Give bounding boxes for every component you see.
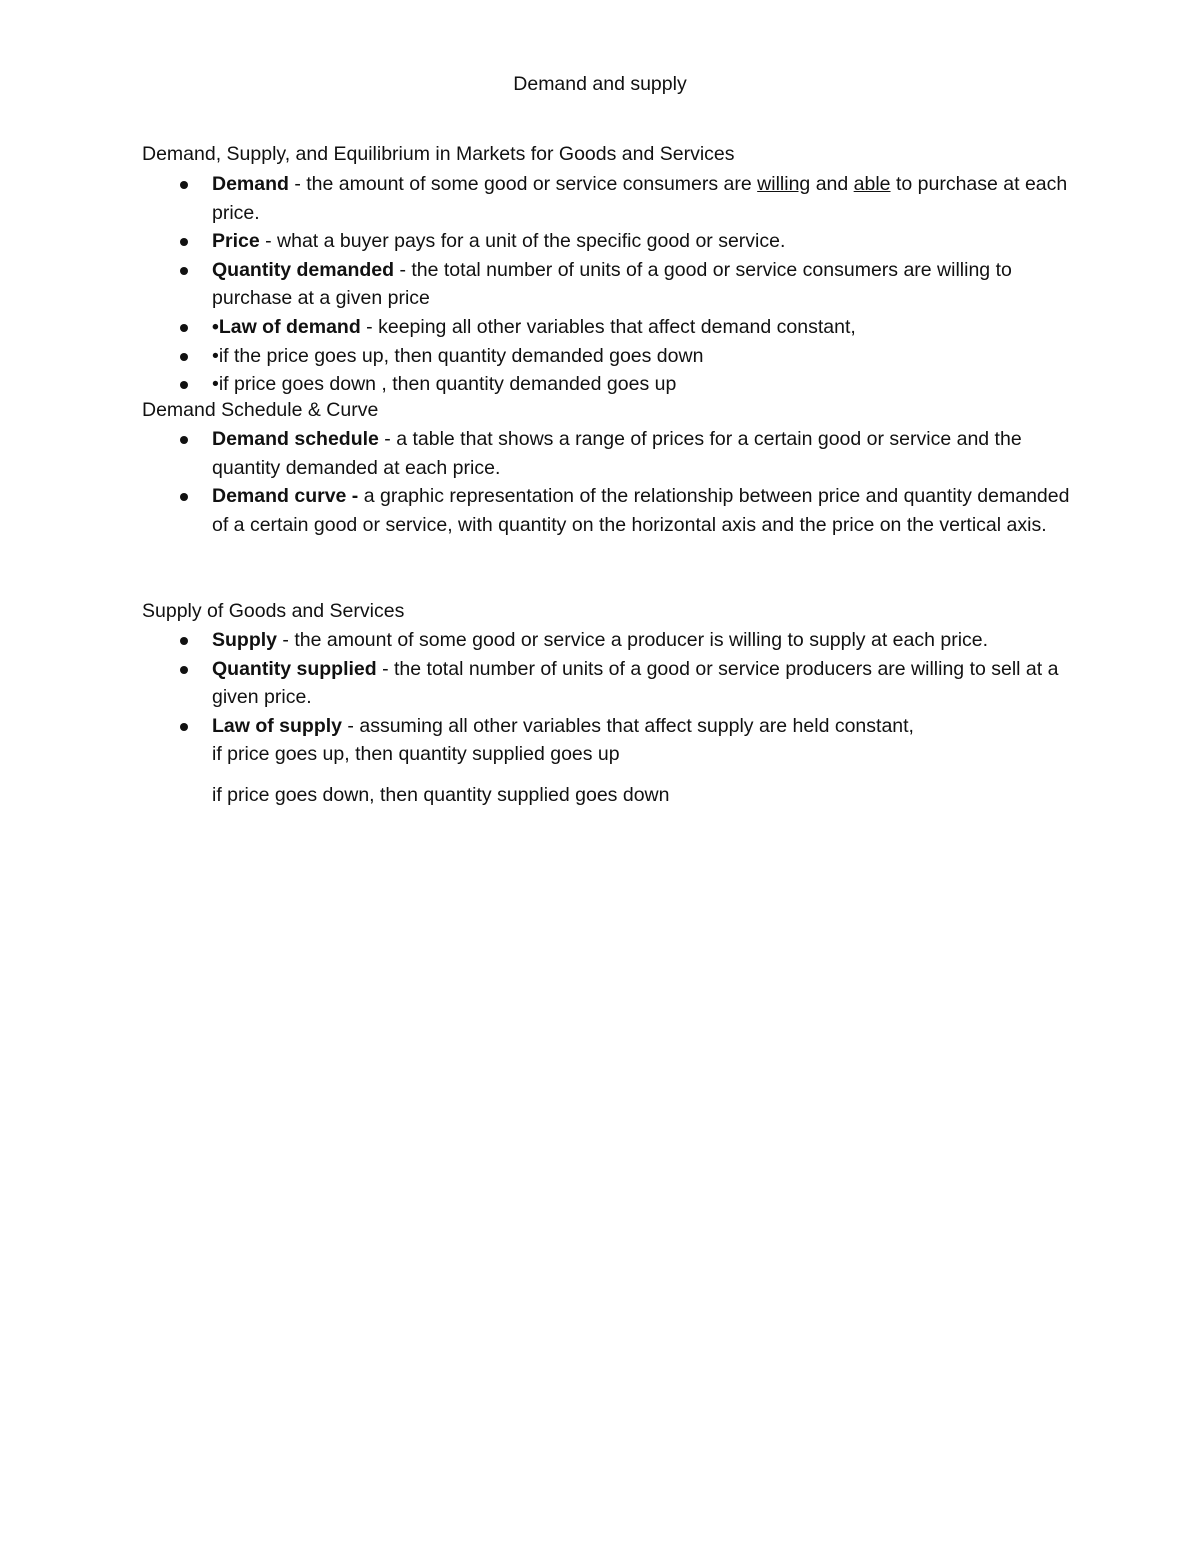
definition-text: - keeping all other variables that affect demand constant, — [360, 315, 856, 338]
definition-text: •if price goes down , then quantity demanded goes up — [212, 373, 677, 396]
underlined-word: able — [853, 173, 891, 195]
bullet-list-supply — [142, 626, 1072, 810]
list-item-price-up — [142, 342, 1072, 371]
section-heading-supply-goods-services: Supply of Goods and Services — [142, 600, 405, 622]
list-item-supply — [142, 626, 1072, 655]
definition-text: •if the price goes up, then quantity demanded goes down — [212, 344, 704, 367]
list-item-quantity-supplied — [142, 655, 1072, 712]
list-item-price-down — [142, 370, 1072, 399]
term-label: •Law of demand — [212, 315, 361, 338]
list-item-quantity-demanded — [142, 256, 1072, 313]
bullet-list-demand — [142, 170, 1072, 399]
document-title: Demand and supply — [513, 73, 687, 95]
bullet-icon — [180, 493, 188, 501]
term-label: Price — [212, 230, 260, 253]
definition-text: a graphic representation of the relationship between price and quantity demanded of a certain good or service, with quantity on the horizontal axis and the price on the vertical axis. — [212, 485, 1070, 536]
term-label: Supply — [212, 629, 278, 651]
bullet-icon — [180, 181, 188, 189]
term-label: Quantity supplied — [212, 657, 377, 680]
section-heading-demand-supply-equilibrium: Demand, Supply, and Equilibrium in Markets for Goods and Services — [142, 143, 735, 165]
list-item-price — [142, 227, 1072, 256]
bullet-icon — [180, 353, 188, 361]
law-of-supply-price-down: if price goes down, then quantity supplied goes down — [212, 783, 670, 806]
section-heading-demand-schedule-curve: Demand Schedule & Curve — [142, 399, 379, 421]
definition-text: - the total number of units of a good or service consumers are willing to purchase at a given price — [212, 258, 1012, 310]
list-item-demand — [142, 170, 1072, 227]
definition-text: - the total number of units of a good or service producers are willing to sell at a given price. — [212, 657, 1059, 709]
term-label: Quantity demanded — [212, 258, 395, 281]
definition-text: - a table that shows a range of prices for a certain good or service and the quantity demanded at each price. — [212, 428, 1022, 479]
definition-text: and — [810, 173, 854, 195]
bullet-icon — [180, 381, 188, 389]
definition-text: - the amount of some good or service consumers are — [288, 173, 758, 195]
term-label: Demand schedule — [212, 428, 379, 450]
bullet-icon — [180, 238, 188, 246]
definition-text: - what a buyer pays for a unit of the specific good or service. — [259, 230, 786, 253]
list-item-law-of-demand — [142, 313, 1072, 342]
definition-text: - assuming all other variables that affect supply are held constant, — [342, 714, 914, 737]
definition-text: to purchase at each price. — [212, 173, 1068, 224]
list-item-demand-curve — [142, 482, 1072, 539]
term-label: Demand — [212, 173, 289, 195]
bullet-icon — [180, 723, 188, 731]
bullet-icon — [180, 637, 188, 645]
bullet-list-demand-schedule — [142, 425, 1072, 539]
list-item-demand-schedule — [142, 425, 1072, 482]
underlined-word: willing — [757, 173, 811, 195]
law-of-supply-price-up: if price goes up, then quantity supplied goes up — [212, 743, 620, 766]
list-item-law-of-supply — [142, 712, 1072, 810]
bullet-icon — [180, 666, 188, 674]
bullet-icon — [180, 436, 188, 444]
bullet-icon — [180, 324, 188, 332]
definition-text: - the amount of some good or service a producer is willing to supply at each price. — [277, 629, 989, 651]
term-label: Law of supply — [212, 714, 343, 737]
bullet-icon — [180, 267, 188, 275]
term-label: Demand curve - — [212, 485, 359, 508]
